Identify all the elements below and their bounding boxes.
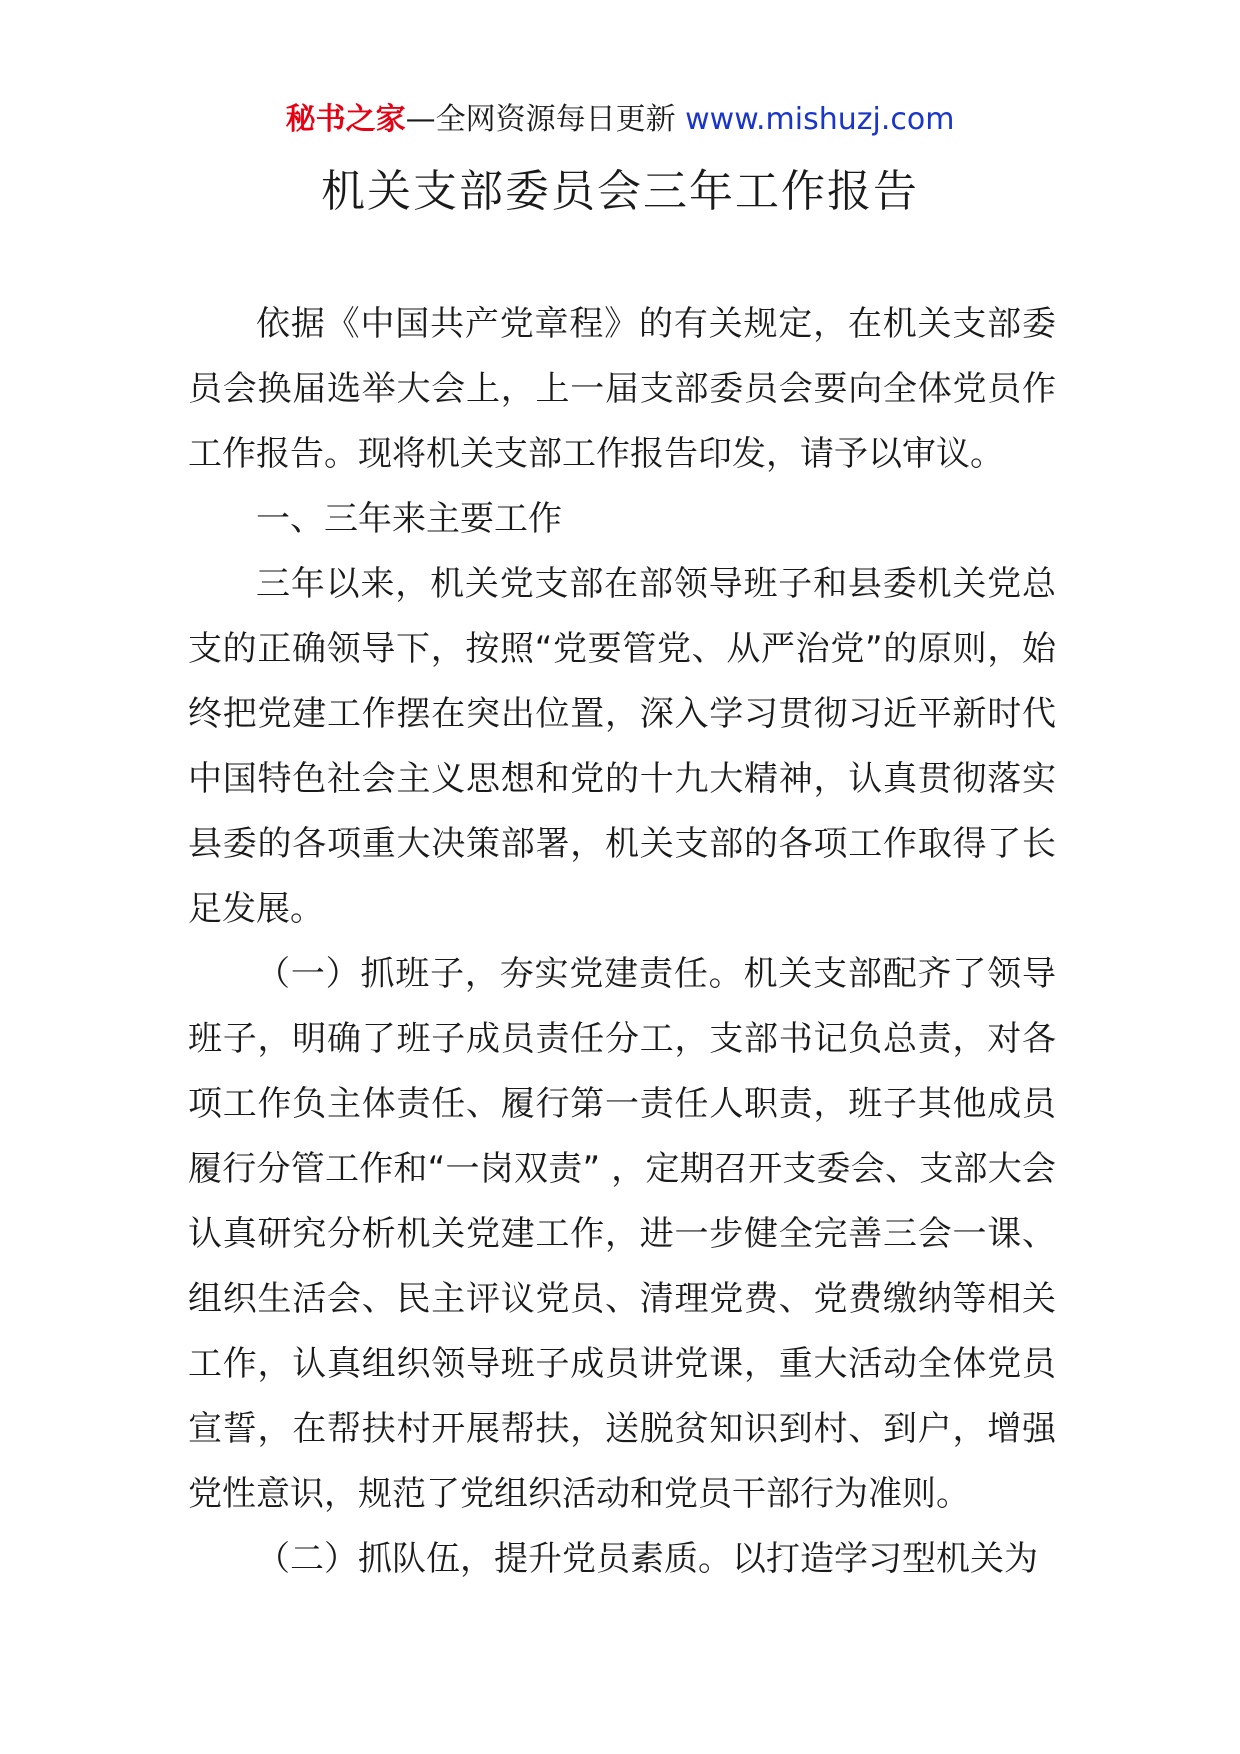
- paragraph-overview: 三年以来，机关党支部在部领导班子和县委机关党总支的正确领导下，按照“党要管党、从严治党”的原则，始终把党建工作摆在突出位置，深入学习贯彻习近平新时代中国特色社会主义思想和党的十九大精神，认真贯彻落实县委的各项重大决策部署，机关支部的各项工作取得了长足发展。: [188, 564, 1056, 929]
- document-title: 机关支部委员会三年工作报告: [321, 166, 919, 217]
- paragraph-leadership: （一）抓班子，夯实党建责任。机关支部配齐了领导班子，明确了班子成员责任分工，支部书记负总责，对各项工作负主体责任、履行第一责任人职责，班子其他成员履行分管工作和“一岗双责” ，定期召开支委会、支部大会认真研究分析机关党建工作，进一步健全完善三会一课、组织生活会、民主评议党员、清理党费、党费缴纳等相关工作，认真组织领导班子成员讲党课，重大活动全体党员宣誓，在帮扶村开展帮扶，送脱贫知识到村、到户，增强党性意识，规范了党组织活动和党员干部行为准则。: [188, 954, 1056, 1514]
- site-slogan: —全网资源每日更新: [405, 102, 676, 137]
- site-brand: 秘书之家: [285, 102, 406, 137]
- section-heading-main-work: 一、三年来主要工作: [256, 499, 562, 539]
- paragraph-intro: 依据《中国共产党章程》的有关规定，在机关支部委员会换届选举大会上，上一届支部委员会要向全体党员作工作报告。现将机关支部工作报告印发，请予以审议。: [188, 304, 1056, 474]
- site-url-link[interactable]: www.mishuzj.com: [685, 102, 955, 137]
- paragraph-team: （二）抓队伍，提升党员素质。以打造学习型机关为: [256, 1539, 1038, 1579]
- site-header: [0, 100, 1240, 140]
- document-body: [188, 292, 1056, 1592]
